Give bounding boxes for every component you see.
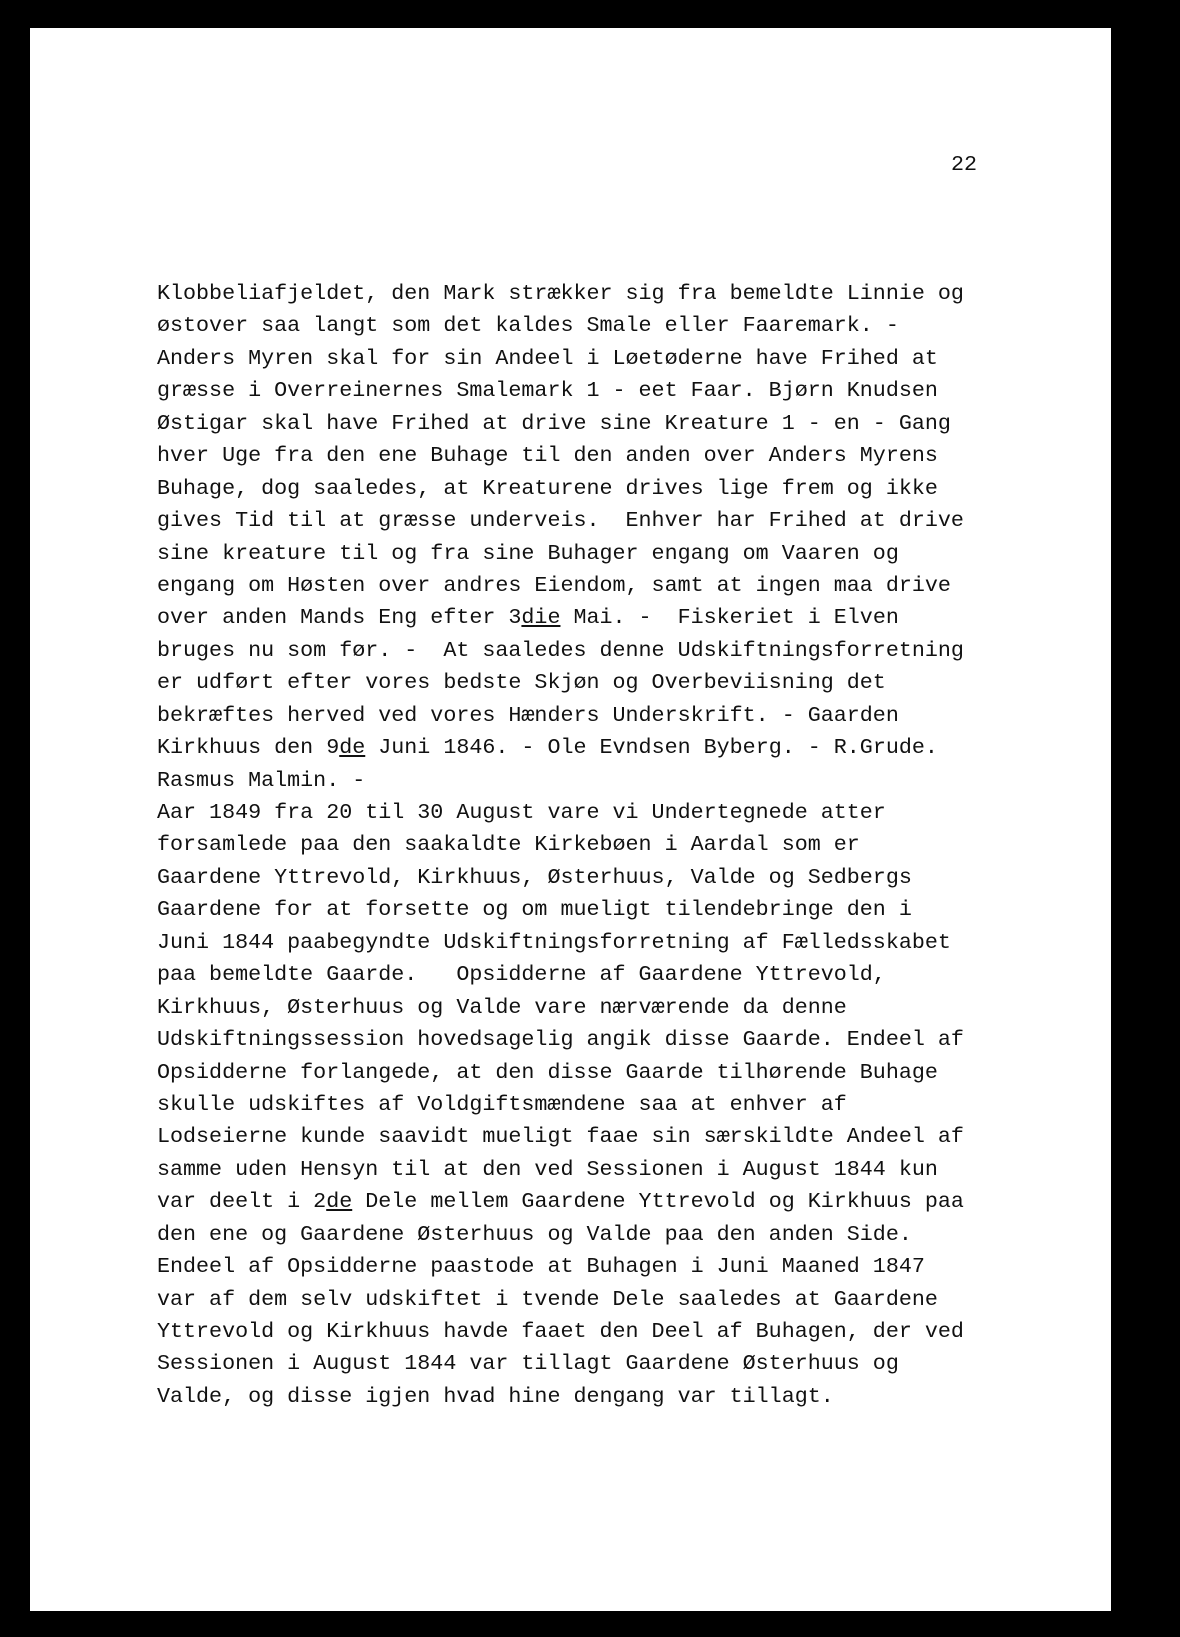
- text-line: [157, 408, 964, 440]
- text-line: [157, 959, 964, 991]
- text-line: [157, 927, 964, 959]
- line-text: Kirkhuus den 9: [157, 735, 340, 761]
- line-text: paa bemeldte Gaarde. Opsidderne af Gaardene Yttrevold,: [157, 962, 886, 988]
- line-text: Opsidderne forlangede, at den disse Gaarde tilhørende Buhage: [157, 1059, 938, 1085]
- line-text: Østigar skal have Frihed at drive sine Kreature 1 - en - Gang: [157, 410, 951, 436]
- line-text: var af dem selv udskiftet i tvende Dele saaledes at Gaardene: [157, 1286, 938, 1312]
- text-line: [157, 862, 964, 894]
- line-text: østover saa langt som det kaldes Smale eller Faaremark. -: [157, 313, 899, 339]
- text-line: [157, 1186, 964, 1218]
- text-line: [157, 829, 964, 861]
- text-line: [157, 1121, 964, 1153]
- underlined-text: de: [326, 1189, 353, 1215]
- text-line: [157, 1251, 964, 1283]
- text-line: [157, 570, 964, 602]
- line-text: den ene og Gaardene Østerhuus og Valde paa den anden Side.: [157, 1221, 912, 1247]
- line-text: engang om Høsten over andres Eiendom, samt at ingen maa drive: [157, 572, 951, 598]
- line-text: Lodseierne kunde saavidt mueligt faae sin særskildte Andeel af: [157, 1124, 964, 1150]
- text-line: [157, 1381, 964, 1413]
- text-line: [157, 1089, 964, 1121]
- line-text: Juni 1844 paabegyndte Udskiftningsforretning af Fælledsskabet: [157, 929, 951, 955]
- text-line: [157, 505, 964, 537]
- line-text: Sessionen i August 1844 var tillagt Gaardene Østerhuus og: [157, 1351, 899, 1377]
- line-text: Kirkhuus, Østerhuus og Valde vare nærværende da denne: [157, 994, 847, 1020]
- text-line: [157, 1219, 964, 1251]
- line-text: Buhage, dog saaledes, at Kreaturene drives lige frem og ikke: [157, 475, 938, 501]
- page-number: 22: [951, 152, 978, 177]
- text-line: [157, 1057, 964, 1089]
- line-text: Juni 1846. - Ole Evndsen Byberg. - R.Grude.: [365, 735, 938, 761]
- text-line: [157, 278, 964, 310]
- text-line: [157, 992, 964, 1024]
- line-text: Valde, og disse igjen hvad hine dengang var tillagt.: [157, 1383, 834, 1409]
- text-line: [157, 440, 964, 472]
- text-line: [157, 1316, 964, 1348]
- text-line: [157, 667, 964, 699]
- text-line: [157, 343, 964, 375]
- line-text: Gaardene for at forsette og om mueligt tilendebringe den i: [157, 897, 912, 923]
- text-line: [157, 635, 964, 667]
- line-text: gives Tid til at græsse underveis. Enhver har Frihed at drive: [157, 508, 964, 534]
- text-line: [157, 894, 964, 926]
- line-text: græsse i Overreinernes Smalemark 1 - eet Faar. Bjørn Knudsen: [157, 378, 938, 404]
- line-text: forsamlede paa den saakaldte Kirkebøen i Aardal som er: [157, 832, 860, 858]
- document-body: [157, 278, 964, 1413]
- text-line: [157, 1284, 964, 1316]
- line-text: Aar 1849 fra 20 til 30 August vare vi Undertegnede atter: [157, 800, 886, 825]
- line-text: Anders Myren skal for sin Andeel i Løetøderne have Frihed at: [157, 345, 938, 371]
- text-line: [157, 1154, 964, 1186]
- line-text: bekræftes herved ved vores Hænders Underskrift. - Gaarden: [157, 702, 899, 728]
- line-text: skulle udskiftes af Voldgiftsmændene saa at enhver af: [157, 1091, 847, 1117]
- line-text: Yttrevold og Kirkhuus havde faaet den Deel af Buhagen, der ved: [157, 1319, 964, 1344]
- underlined-text: die: [521, 605, 561, 631]
- document-page: [30, 28, 1111, 1611]
- text-line: [157, 1348, 964, 1380]
- line-text: over anden Mands Eng efter 3: [157, 605, 522, 631]
- text-line: [157, 538, 964, 570]
- line-text: hver Uge fra den ene Buhage til den anden over Anders Myrens: [157, 443, 938, 469]
- text-line: [157, 375, 964, 407]
- line-text: Udskiftningssession hovedsagelig angik disse Gaarde. Endeel af: [157, 1027, 964, 1053]
- line-text: Mai. - Fiskeriet i Elven: [560, 605, 899, 631]
- line-text: Gaardene Yttrevold, Kirkhuus, Østerhuus, Valde og Sedbergs: [157, 864, 912, 890]
- text-line: [157, 765, 964, 797]
- line-text: bruges nu som før. - At saaledes denne Udskiftningsforretning: [157, 637, 964, 663]
- underlined-text: de: [339, 735, 366, 761]
- text-line: [157, 1024, 964, 1056]
- text-line: [157, 310, 964, 342]
- text-line: [157, 797, 964, 829]
- line-text: Dele mellem Gaardene Yttrevold og Kirkhuus paa: [352, 1189, 964, 1215]
- line-text: Endeel af Opsidderne paastode at Buhagen i Juni Maaned 1847: [157, 1254, 925, 1280]
- line-text: er udført efter vores bedste Skjøn og Overbeviisning det: [157, 670, 886, 696]
- line-text: Rasmus Malmin. -: [157, 767, 366, 793]
- text-line: [157, 732, 964, 764]
- text-line: [157, 700, 964, 732]
- text-line: [157, 602, 964, 634]
- line-text: var deelt i 2: [157, 1189, 327, 1215]
- line-text: Klobbeliafjeldet, den Mark strækker sig fra bemeldte Linnie og: [157, 281, 964, 306]
- line-text: sine kreature til og fra sine Buhager engang om Vaaren og: [157, 540, 899, 566]
- line-text: samme uden Hensyn til at den ved Sessionen i August 1844 kun: [157, 1156, 938, 1182]
- text-line: [157, 473, 964, 505]
